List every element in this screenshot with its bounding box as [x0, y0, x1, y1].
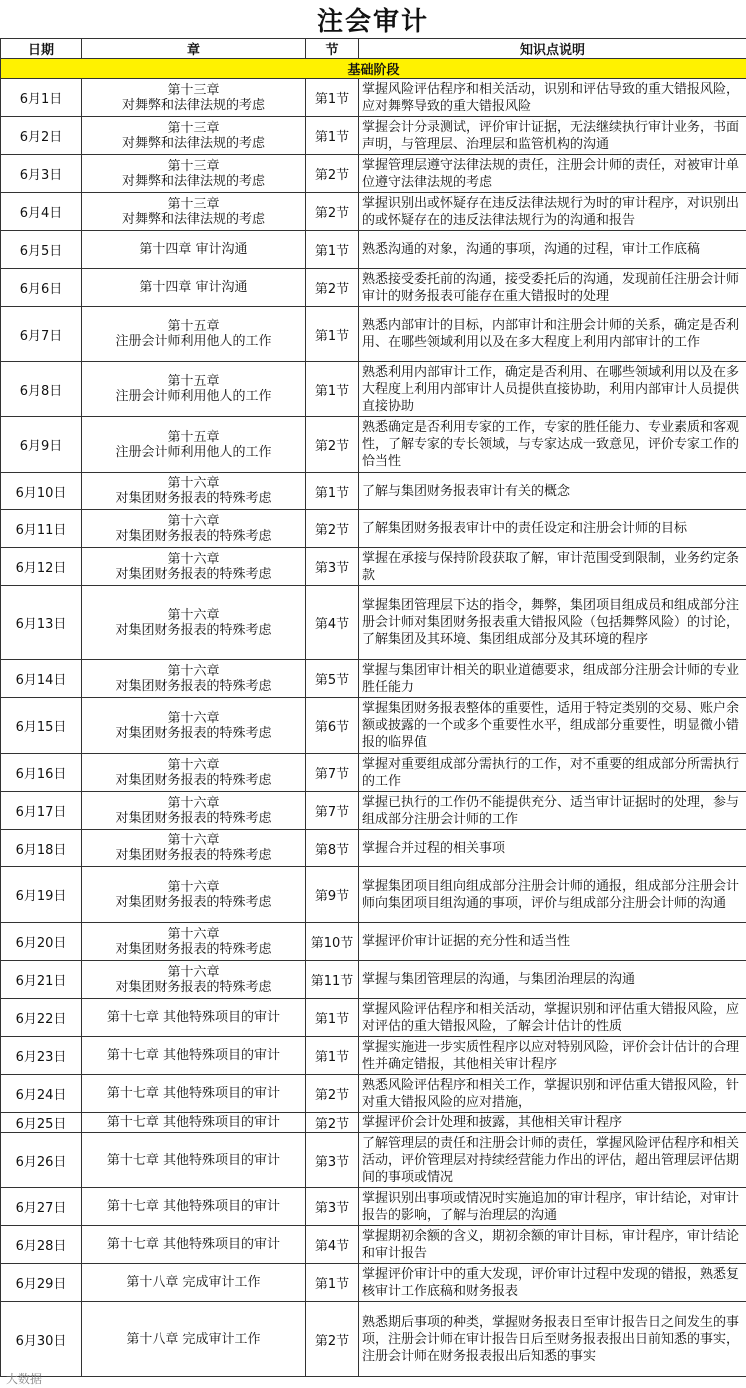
date-cell: 6月10日	[1, 473, 82, 510]
table-row	[1, 923, 746, 961]
header-chapter: 章	[82, 39, 306, 59]
desc-cell: 掌握评价审计证据的充分性和适当性	[359, 923, 746, 961]
chapter-cell	[82, 193, 306, 231]
chapter-line: 对集团财务报表的特殊考虑	[115, 566, 272, 582]
chapter-cell	[82, 867, 306, 923]
table-row	[1, 586, 746, 660]
chapter-cell	[82, 830, 306, 867]
desc-cell: 了解集团财务报表审计中的责任设定和注册会计师的目标	[359, 510, 746, 548]
date-cell: 6月17日	[1, 792, 82, 830]
chapter-line: 第十六章	[167, 551, 220, 567]
table-row	[1, 1188, 746, 1226]
date-cell: 6月1日	[1, 79, 82, 117]
chapter-cell	[82, 362, 306, 417]
chapter-cell	[82, 792, 306, 830]
desc-cell: 熟悉风险评估程序和相关工作，掌握识别和评估重大错报风险，针对重大错报风险的应对措施，	[359, 1075, 746, 1113]
phase-row	[1, 59, 746, 79]
date-cell: 6月12日	[1, 548, 82, 586]
section-cell: 第10节	[306, 923, 359, 961]
chapter-line: 第十六章	[167, 607, 220, 623]
date-cell: 6月23日	[1, 1037, 82, 1075]
chapter-line: 对集团财务报表的特殊考虑	[115, 622, 272, 638]
chapter-line: 第十七章 其他特殊项目的审计	[106, 1048, 281, 1063]
chapter-line: 第十六章	[167, 663, 220, 679]
chapter-cell	[82, 1075, 306, 1113]
desc-cell: 掌握与集团管理层的沟通，与集团治理层的沟通	[359, 961, 746, 999]
desc-cell: 掌握合并过程的相关事项	[359, 830, 746, 867]
chapter-line: 对舞弊和法律法规的考虑	[121, 173, 265, 189]
date-cell: 6月2日	[1, 117, 82, 155]
section-cell: 第1节	[306, 307, 359, 362]
desc-cell: 掌握集团财务报表整体的重要性，适用于特定类别的交易、账户余额或披露的一个或多个重要性水平，组成部分重要性，明显微小错报的临界值	[359, 698, 746, 754]
date-cell: 6月11日	[1, 510, 82, 548]
chapter-line: 第十三章	[167, 158, 220, 174]
table-row	[1, 510, 746, 548]
table-row	[1, 79, 746, 117]
chapter-line: 第十六章	[167, 833, 220, 848]
chapter-line: 第十三章	[167, 196, 220, 212]
section-cell: 第1节	[306, 473, 359, 510]
table-row	[1, 269, 746, 307]
section-cell: 第3节	[306, 548, 359, 586]
chapter-cell	[82, 1113, 306, 1133]
table-row	[1, 999, 746, 1037]
chapter-line: 对集团财务报表的特殊考虑	[115, 848, 272, 863]
table-row	[1, 1133, 746, 1188]
date-cell: 6月9日	[1, 417, 82, 473]
chapter-line: 第十六章	[167, 964, 220, 980]
section-cell: 第8节	[306, 830, 359, 867]
chapter-line: 第十七章 其他特殊项目的审计	[106, 1199, 281, 1214]
chapter-line: 第十六章	[167, 476, 220, 491]
table-row	[1, 1302, 746, 1377]
chapter-line: 对舞弊和法律法规的考虑	[121, 135, 265, 151]
date-cell: 6月22日	[1, 999, 82, 1037]
section-cell: 第4节	[306, 1226, 359, 1264]
table-row	[1, 830, 746, 867]
chapter-line: 对集团财务报表的特殊考虑	[115, 894, 272, 910]
date-cell: 6月15日	[1, 698, 82, 754]
chapter-line: 对集团财务报表的特殊考虑	[115, 491, 272, 506]
desc-cell: 掌握集团项目组向组成部分注册会计师的通报，组成部分注册会计师向集团项目组沟通的事项，评价与组成部分注册会计师的沟通	[359, 867, 746, 923]
section-cell: 第4节	[306, 586, 359, 660]
chapter-line: 第十五章	[167, 319, 220, 334]
table-row	[1, 660, 746, 698]
desc-cell: 了解与集团财务报表审计有关的概念	[359, 473, 746, 510]
date-cell: 6月8日	[1, 362, 82, 417]
chapter-line: 第十八章 完成审计工作	[126, 1275, 261, 1290]
date-cell: 6月27日	[1, 1188, 82, 1226]
chapter-line: 对集团财务报表的特殊考虑	[115, 725, 272, 741]
date-cell: 6月4日	[1, 193, 82, 231]
chapter-cell	[82, 999, 306, 1037]
desc-cell: 掌握风险评估程序和相关活动，掌握识别和评估重大错报风险，应对评估的重大错报风险，了解会计估计的性质	[359, 999, 746, 1037]
chapter-cell	[82, 1188, 306, 1226]
chapter-line: 第十四章 审计沟通	[139, 280, 248, 295]
chapter-line: 对集团财务报表的特殊考虑	[115, 979, 272, 995]
section-cell: 第5节	[306, 660, 359, 698]
table-row	[1, 193, 746, 231]
desc-cell: 掌握已执行的工作仍不能提供充分、适当审计证据时的处理，参与组成部分注册会计师的工作	[359, 792, 746, 830]
date-cell: 6月14日	[1, 660, 82, 698]
footer-logo: 大数据	[6, 1372, 43, 1386]
chapter-cell	[82, 117, 306, 155]
date-cell: 6月24日	[1, 1075, 82, 1113]
table-row	[1, 867, 746, 923]
table-row	[1, 1113, 746, 1133]
chapter-line: 第十七章 其他特殊项目的审计	[106, 1237, 281, 1252]
desc-cell: 熟悉期后事项的种类，掌握财务报表日至审计报告日之间发生的事项，注册会计师在审计报告日后至财务报表报出日前知悉的事实，注册会计师在财务报表报出后知悉的事实	[359, 1302, 746, 1377]
chapter-cell	[82, 1037, 306, 1075]
section-cell: 第1节	[306, 1264, 359, 1302]
desc-cell: 掌握管理层遵守法律法规的责任，注册会计师的责任，对被审计单位遵守法律法规的考虑	[359, 155, 746, 193]
date-cell: 6月28日	[1, 1226, 82, 1264]
chapter-line: 对集团财务报表的特殊考虑	[115, 678, 272, 694]
chapter-line: 对舞弊和法律法规的考虑	[121, 97, 265, 113]
table-row	[1, 1037, 746, 1075]
chapter-line: 第十六章	[167, 757, 220, 773]
chapter-cell	[82, 754, 306, 792]
chapter-line: 注册会计师利用他人的工作	[115, 334, 272, 349]
section-cell: 第9节	[306, 867, 359, 923]
chapter-cell	[82, 1133, 306, 1188]
section-cell: 第2节	[306, 417, 359, 473]
chapter-cell	[82, 1226, 306, 1264]
table-row	[1, 117, 746, 155]
chapter-line: 第十六章	[167, 926, 220, 942]
chapter-line: 注册会计师利用他人的工作	[115, 389, 272, 404]
desc-cell: 掌握在承接与保持阶段获取了解，审计范围受到限制，业务约定条款	[359, 548, 746, 586]
chapter-cell	[82, 155, 306, 193]
section-cell: 第2节	[306, 1113, 359, 1133]
chapter-cell	[82, 586, 306, 660]
table-row	[1, 698, 746, 754]
section-cell: 第3节	[306, 1188, 359, 1226]
chapter-cell	[82, 307, 306, 362]
desc-cell: 掌握对重要组成部分需执行的工作，对不重要的组成部分所需执行的工作	[359, 754, 746, 792]
table-row	[1, 1264, 746, 1302]
date-cell: 6月20日	[1, 923, 82, 961]
chapter-line: 对集团财务报表的特殊考虑	[115, 528, 272, 544]
chapter-line: 对舞弊和法律法规的考虑	[121, 211, 265, 227]
chapter-line: 第十五章	[167, 374, 220, 389]
chapter-cell	[82, 923, 306, 961]
desc-cell: 熟悉接受委托前的沟通，接受委托后的沟通，发现前任注册会计师审计的财务报表可能存在重大错报时的处理	[359, 269, 746, 307]
chapter-cell	[82, 231, 306, 269]
date-cell: 6月25日	[1, 1113, 82, 1133]
section-cell: 第2节	[306, 269, 359, 307]
date-cell: 6月7日	[1, 307, 82, 362]
chapter-cell	[82, 1302, 306, 1377]
date-cell: 6月26日	[1, 1133, 82, 1188]
chapter-line: 对集团财务报表的特殊考虑	[115, 941, 272, 957]
chapter-cell	[82, 510, 306, 548]
date-cell: 6月16日	[1, 754, 82, 792]
chapter-line: 注册会计师利用他人的工作	[115, 444, 272, 460]
section-cell: 第2节	[306, 1302, 359, 1377]
desc-cell: 熟悉内部审计的目标，内部审计和注册会计师的关系，确定是否利用、在哪些领域利用以及在多大程度上利用内部审计的工作	[359, 307, 746, 362]
chapter-line: 第十四章 审计沟通	[139, 242, 248, 257]
desc-cell: 掌握集团管理层下达的指令，舞弊，集团项目组成员和组成部分注册会计师对集团财务报表重大错报风险（包括舞弊风险）的讨论，了解集团及其环境、集团组成部分及其环境的程序	[359, 586, 746, 660]
date-cell: 6月6日	[1, 269, 82, 307]
table-row	[1, 231, 746, 269]
section-cell: 第2节	[306, 155, 359, 193]
phase-label: 基础阶段	[1, 59, 746, 79]
desc-cell: 熟悉确定是否利用专家的工作，专家的胜任能力、专业素质和客观性，了解专家的专长领域，与专家达成一致意见，评价专家工作的恰当性	[359, 417, 746, 473]
chapter-cell	[82, 473, 306, 510]
date-cell: 6月30日	[1, 1302, 82, 1377]
chapter-line: 第十三章	[167, 120, 220, 136]
table-row	[1, 362, 746, 417]
header-row	[1, 39, 746, 59]
date-cell: 6月13日	[1, 586, 82, 660]
chapter-line: 第十七章 其他特殊项目的审计	[106, 1152, 281, 1168]
table-row	[1, 417, 746, 473]
section-cell: 第2节	[306, 510, 359, 548]
section-cell: 第1节	[306, 231, 359, 269]
section-cell: 第1节	[306, 79, 359, 117]
desc-cell: 掌握识别出事项或情况时实施追加的审计程序，审计结论，对审计报告的影响，了解与治理层的沟通	[359, 1188, 746, 1226]
desc-cell: 掌握评价审计中的重大发现，评价审计过程中发现的错报，熟悉复核审计工作底稿和财务报表	[359, 1264, 746, 1302]
date-cell: 6月29日	[1, 1264, 82, 1302]
chapter-line: 第十六章	[167, 710, 220, 726]
table-row	[1, 754, 746, 792]
chapter-cell	[82, 961, 306, 999]
desc-cell: 掌握与集团审计相关的职业道德要求，组成部分注册会计师的专业胜任能力	[359, 660, 746, 698]
table-row	[1, 307, 746, 362]
desc-cell: 掌握会计分录测试，评价审计证据，无法继续执行审计业务，书面声明，与管理层、治理层和监管机构的沟通	[359, 117, 746, 155]
chapter-line: 第十七章 其他特殊项目的审计	[106, 1086, 281, 1101]
date-cell: 6月3日	[1, 155, 82, 193]
date-cell: 6月18日	[1, 830, 82, 867]
schedule-table	[0, 38, 746, 1377]
desc-cell: 掌握评价会计处理和披露，其他相关审计程序	[359, 1113, 746, 1133]
desc-cell: 掌握识别出或怀疑存在违反法律法规行为时的审计程序，对识别出的或怀疑存在的违反法律法规行为的沟通和报告	[359, 193, 746, 231]
desc-cell: 了解管理层的责任和注册会计师的责任，掌握风险评估程序和相关活动，评价管理层对持续经营能力作出的评估，超出管理层评估期间的事项或情况	[359, 1133, 746, 1188]
chapter-line: 第十七章 其他特殊项目的审计	[106, 1010, 281, 1025]
section-cell: 第2节	[306, 193, 359, 231]
chapter-cell	[82, 698, 306, 754]
header-date: 日期	[1, 39, 82, 59]
table-row	[1, 961, 746, 999]
desc-cell: 熟悉利用内部审计工作，确定是否利用、在哪些领域利用以及在多大程度上利用内部审计人员提供直接协助，利用内部审计人员提供直接协助	[359, 362, 746, 417]
section-cell: 第11节	[306, 961, 359, 999]
table-row	[1, 548, 746, 586]
section-cell: 第1节	[306, 1037, 359, 1075]
section-cell: 第2节	[306, 1075, 359, 1113]
section-cell: 第1节	[306, 362, 359, 417]
chapter-cell	[82, 548, 306, 586]
table-row	[1, 1226, 746, 1264]
chapter-line: 第十五章	[167, 429, 220, 445]
chapter-line: 第十三章	[167, 82, 220, 98]
section-cell: 第7节	[306, 754, 359, 792]
date-cell: 6月5日	[1, 231, 82, 269]
table-row	[1, 155, 746, 193]
chapter-cell	[82, 1264, 306, 1302]
chapter-line: 第十六章	[167, 795, 220, 811]
section-cell: 第6节	[306, 698, 359, 754]
table-row	[1, 473, 746, 510]
page-title: 注会审计	[316, 6, 429, 37]
desc-cell: 熟悉沟通的对象，沟通的事项，沟通的过程，审计工作底稿	[359, 231, 746, 269]
desc-cell: 掌握期初余额的含义，期初余额的审计目标，审计程序，审计结论和审计报告	[359, 1226, 746, 1264]
desc-cell: 掌握实施进一步实质性程序以应对特别风险，评价会计估计的合理性并确定错报，其他相关审计程序	[359, 1037, 746, 1075]
header-desc: 知识点说明	[359, 39, 746, 59]
chapter-cell	[82, 79, 306, 117]
chapter-line: 第十七章 其他特殊项目的审计	[106, 1115, 281, 1130]
table-row	[1, 1075, 746, 1113]
date-cell: 6月21日	[1, 961, 82, 999]
header-section: 节	[306, 39, 359, 59]
chapter-line: 对集团财务报表的特殊考虑	[115, 772, 272, 788]
chapter-cell	[82, 417, 306, 473]
chapter-line: 第十六章	[167, 879, 220, 895]
chapter-cell	[82, 660, 306, 698]
section-cell: 第1节	[306, 999, 359, 1037]
section-cell: 第1节	[306, 117, 359, 155]
table-row	[1, 792, 746, 830]
chapter-line: 第十六章	[167, 513, 220, 529]
date-cell: 6月19日	[1, 867, 82, 923]
section-cell: 第7节	[306, 792, 359, 830]
chapter-cell	[82, 269, 306, 307]
chapter-line: 对集团财务报表的特殊考虑	[115, 810, 272, 826]
desc-cell: 掌握风险评估程序和相关活动，识别和评估导致的重大错报风险，应对舞弊导致的重大错报风险	[359, 79, 746, 117]
section-cell: 第3节	[306, 1133, 359, 1188]
chapter-line: 第十八章 完成审计工作	[126, 1331, 261, 1347]
